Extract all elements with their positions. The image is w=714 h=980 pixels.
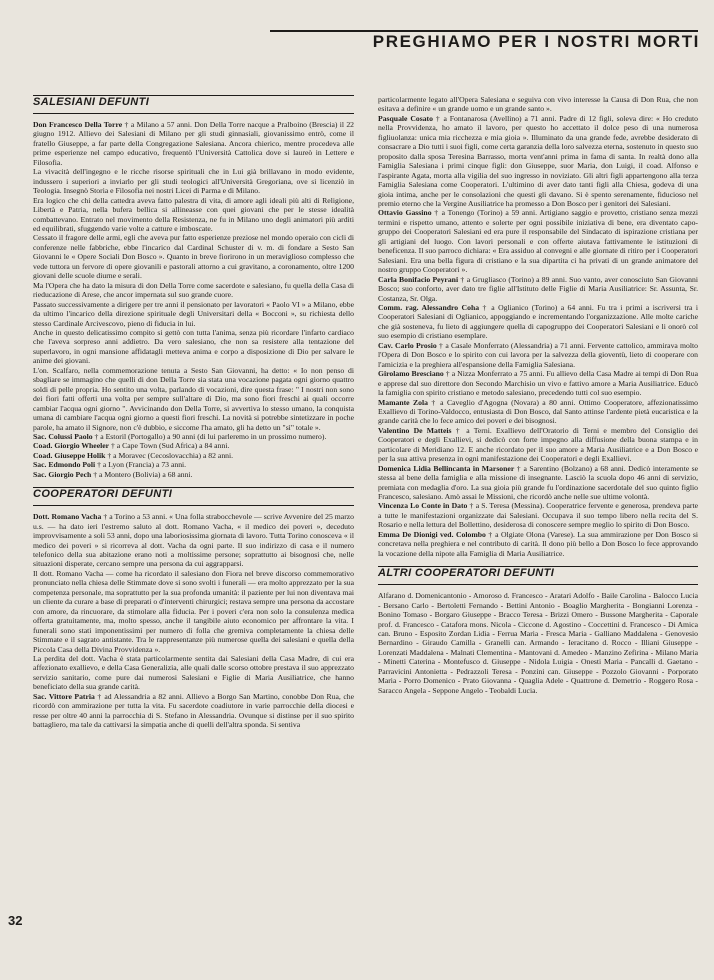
obituary-text: † a Moravec (Cecoslovacchia) a 82 anni. bbox=[107, 450, 234, 460]
right-column bbox=[378, 95, 698, 695]
obituary-name: Coad. Giorgio Wheeler bbox=[33, 441, 110, 451]
paragraph: La vivacità dell'ingegno e le ricche risorse spirituali che in Lui già brillavano in modo evidente, indussero i superiori a inviarlo per gli studi teologici all'Università Gregoriana, ove si licenziò in Teologia. Insegnò Storia e Filosofia nei nostri Licei di Parma e di Milano. bbox=[33, 167, 354, 196]
obituary-entry bbox=[378, 501, 698, 529]
obituary-entry bbox=[33, 460, 354, 469]
paragraph: L'on. Scalfaro, nella commemorazione tenuta a Sesto San Giovanni, ha detto: « Io non penso di sbagliare se immagino che quelli di don Della Torre sia stata una vocazione pagata ogni giorno quattro soldi di pelle propria. Ho sentito una volta, parlando di vocazioni, dire questa frase: " I nostri non sono dei fiori fatti offerti una volta per sempre sull'altare di Dio, ma sono fiori freschi ai quali occorre cambiar l'acqua ogni giorno ". Avvicinando don Della Torre, si avvertiva lo stesso umano, la conquista umana di cambiare l'acqua ogni giorno a questi fiori freschi. La novità si potrebbe sintetizzare in poche parole, ha amato il Signore, non c'è dubbio, e siccome l'ha amato, gli ha detto un "sì" totale ». bbox=[33, 365, 354, 432]
obituary-entry bbox=[33, 441, 354, 450]
obituary-name: Mamante Zola bbox=[378, 397, 428, 407]
obituary-name: Sac. Colussi Paolo bbox=[33, 431, 93, 441]
obituary-text: † a Fontanarosa (Avellino) a 71 anni. Padre di 12 figli, soleva dire: « Ho creduto nella Provvidenza, ho amato il lavoro, per questo ho accettato il dolce peso di una numerosa figliuolanza: unica mia ricchezza e mia gioia ». Illuminato da una grande fede, avrebbe desiderato di consacrare a Dio tutti i suoi figli, come certa garanzia della loro salvezza eterna, sostenuto in questo suo proposito dalla sposa Teresina Barrasso, morta vent'anni prima in fama di santa. In realtà dono alla Famiglia Salesiana i primi cinque figli: don Giuseppe, suor Maria, don Luigi, il coad. Alfonso e l'aspirante Agata, morta alla vigilia del suo ingresso in noviziato. Gli altri figli appartengono alla terza Famiglia Salesiana come Cooperatori. L'ultimino di aver dato tanti figli alla Chiesa, godeva di una gioia intima, anche per le consolazioni che questi gli davano. Si è spento serenamente, fiducioso nel premio eterno che la Vergine Ausiliatrice ha promesso a Don Bosco per i genitori dei Salesiani. bbox=[378, 113, 699, 208]
obituary-text: † a Olgiate Olona (Varese). La sua ammirazione per Don Bosco si concretava nella preghiera e nel contributo di carità. Il dono più bello a Don Bosco lo fece approvando la vocazione della nipote alla Famiglia di Maria Ausiliatrice. bbox=[378, 529, 699, 558]
obituary-text: † a Cape Town (Sud Africa) a 84 anni. bbox=[111, 441, 230, 451]
obituary-text: † a Torino a 53 anni. « Una folla strabocchevole — scrive Avvenire del 25 marzo u.s. — ha dato ieri l'estremo saluto al dott. Romano Vacha, « il medico dei poveri », deceduto improvvisamente a soli 53 anni, dopo una laboriosissima giornata di lavoro. Tutta Torino conosceva « il medico dei poveri » si ricorreva al dott. Vacha da ogni parte. Il suo indirizzo di casa e il numero telefonico della sua abitazione erano noti a moltissime persone; soprattutto ai bisognosi che, nelle situazioni disperate, cercano sempre una persona da cui aggrapparsi. bbox=[33, 512, 355, 569]
obituary-entry bbox=[378, 426, 698, 464]
obituary-text: † a Nizza Monferrato a 75 anni. Fu allievo della Casa Madre ai tempi di Don Rua e apprese dal suo direttore don Secondo Marchisio un vivo e fattivo amore a Maria Ausiliatrice. Educò la famiglia con spirito cristiano e metodo salesiano, precedendo tutti col suo esempio. bbox=[378, 369, 699, 398]
section-heading-altri bbox=[378, 566, 698, 585]
obituary-name: Ottavio Gassino bbox=[378, 208, 432, 218]
names-list: Alfarano d. Domenicantonio - Amoroso d. Francesco - Aratari Adolfo - Baile Carolina - Balocco Lucia - Bersano Carlo - Bertoletti Fernando - Bettini Antonio - Boaglio Margherita - Bongianni Lorenza - Bonino Tomaso - Borgaro Giuseppe - Bracco Teresa - Brizzi Omero - Bussone Margherita - Caporale prof. d. Francesco - Catafora mons. Nicola - Ciccone d. Agostino - Coccettini d. Francesco - Di Amica can. Bruno - Esposito Zordan Lidia - Ferrua Maria - Fresca Maria - Galliano Maddalena - Genovesio Bernardino - Giraudo Camilla - Granelli can. Armando - Ieracitano d. Rocco - Illiani Giuseppe - Lorenzati Maddalena - Malnati Clementina - Mantovani d. Amedeo - Manzino Zefirina - Milano Maria - Minetti Caterina - Montefusco d. Giuseppe - Nidola Luigia - Onesti Maria - Pancalli d. Gaetano - Parravicini Antonietta - Pedrazzoli Teresa - Ponzini can. Giuseppe - Pozzolo Giovanni - Porporato Maria - Porro Domenico - Prato Giovanna - Quaglia Adele - Quattrone d. Demetrio - Roggero Rosa - Saracco Angela - Seppone Angelo - Teobaldi Lucia. bbox=[378, 591, 698, 695]
obituary-name: Pasquale Cosato bbox=[378, 113, 433, 123]
obituary-text: † a Oglianico (Torino) a 64 anni. Fu tra i primi a iscriversi tra i Cooperatori Salesiani di Oglianico, appoggiando e incrementando l'organizzazione. Alle molte cariche che già sosteneva, fu lieto di aggiungere quella di capogruppo dei Cooperatori Salesiani e li onorò col suo esempio di cristiano esemplare. bbox=[378, 302, 698, 341]
obituary-entry bbox=[378, 208, 698, 274]
obituary-text: † a Grugliasco (Torino) a 89 anni. Suo vanto, aver conosciuto San Giovanni Bosco; suo conforto, aver dato tre figlie all'Istituto delle Figlie di Maria Ausiliatrice: Sr. Assunta, Sr. Costanza, Sr. Olga. bbox=[378, 274, 698, 303]
obituary-entry bbox=[33, 470, 354, 479]
obituary-entry bbox=[33, 451, 354, 460]
obituary-text: † a Caveglio d'Agogna (Novara) a 80 anni. Ottimo Cooperatore, affezionatissimo Exallievo di Torino-Valdocco, entusiasta di Don Bosco, dal Santo attinse l'ardente pietà eucaristica e la grande carità che lo fece amico dei poveri e dei bisognosi. bbox=[378, 397, 699, 426]
obituary-name: Dott. Romano Vacha bbox=[33, 512, 102, 522]
obituary-text: † a Terni. Exallievo dell'Oratorio di Terni e membro del Consiglio dei Cooperatori e degli Exallievi, si dedicò con forte impegno alla diffusione della buona stampa e in particolare di Meridiano 12. E anche ricordato per il suo amore a Maria Ausiliatrice e a Don Bosco e per la sua attiva presenza in ogni manifestazione dei Cooperatori e degli Exallievi. bbox=[378, 425, 699, 464]
section-heading-salesiani bbox=[33, 95, 354, 114]
obituary-text: † a Milano a 57 anni. Don Della Torre nacque a Pralboino (Brescia) il 22 giugno 1912. Allievo dei Salesiani di Milano per gli studi ginnasiali, giovanissimo entrò, come il fratello Giuseppe, a far parte della Congregazione Salesiana. Ancora chierico, mentre procedeva alle prime esperienze nel campo educativo, frequentò l'Università Cattolica dove si laureò in Lettere e Filosofia. bbox=[33, 120, 355, 167]
paragraph: particolarmente legato all'Opera Salesiana e seguiva con vivo interesse la Causa di Don Rua, che non esitava a definire « un grande uomo e un grande santo ». bbox=[378, 95, 698, 114]
obituary-name: Cav. Carlo Prosio bbox=[378, 340, 437, 350]
paragraph: Anche in questo delicatissimo compito si gettò con tutta l'anima, senza più ricordare l'infarto cardiaco che l'aveva sorpreso anni addietro. Da vero salesiano, che non sa resistere alla tentazione del superlavoro, in ogni mansione affidatagli metteva anima e corpo a disposizione di Dio per salvare le anime dei giovani. bbox=[33, 327, 354, 366]
obituary-name: Valentino De Matteis bbox=[378, 425, 452, 435]
section-heading-cooperatori-text: COOPERATORI DEFUNTI bbox=[33, 488, 173, 501]
obituary-text: † a Casale Monferrato (Alessandria) a 71 anni. Fervente cattolico, ammirava molto l'Opera di Don Bosco e lo spirito con cui lavora per la salvezza della gioventù, lieto di cooperare con l'amicizia e la preghiera all'espansione della Famiglia Salesiana. bbox=[378, 340, 699, 369]
obituary-text: † a Montero (Bolivia) a 68 anni. bbox=[93, 469, 193, 479]
section-heading-salesiani-text: SALESIANI DEFUNTI bbox=[33, 96, 150, 108]
obituary-entry bbox=[378, 275, 698, 303]
paragraph: Era logico che chi della cattedra aveva fatto palestra di vita, di amore agli ideali più alti di Religione, Libertà e Patria, nella bufera bellica si allineasse con quei giovani che per le stesse idealità combattevano. Entrato nel movimento della Resistenza, ne fu in Milano uno degli animatori più arditi ed equilibrati, sfuggendo varie volte a catture e imboscate. bbox=[33, 195, 354, 233]
paragraph: Cessato il fragore delle armi, egli che aveva pur fatto esperienze preziose nel mondo operaio con cicli di conferenze nelle fabbriche, ebbe l'incarico dal Cardinal Schuster di v. m. di fondare a Sesto San Giovanni le « Opere Sociali Don Bosco ». Quanto in breve fiorirono in un meraviglioso complesso che vede tuttora un fervore di opere giovanili e pastorali attorno a cui gravitano, a coronamento, oltre 1200 giovani delle scuole diurne e serali. bbox=[33, 233, 354, 281]
obituary-entry bbox=[378, 341, 698, 369]
obituary-della-torre bbox=[33, 120, 354, 167]
obituary-name: Sac. Edmondo Poli bbox=[33, 460, 96, 470]
obituary-name: Don Francesco Della Torre bbox=[33, 120, 123, 129]
obituary-entry bbox=[33, 512, 354, 569]
page-title: PREGHIAMO PER I NOSTRI MORTI bbox=[372, 32, 700, 51]
obituary-entry bbox=[378, 530, 698, 558]
obituary-text: † a Sarentino (Bolzano) a 68 anni. Dedicò interamente se stessa al bene della famiglia e alla missione di insegnante. Lasciò la scuola dopo 46 anni di servizio, premiata con medaglia d'oro. La sua gioia più grande fu l'ordinazione sacerdotale del suo quinto figlio Francesco, salesiano. Amò assai le Missioni, che ricordò anche nelle sue ultime volontà. bbox=[378, 463, 698, 502]
obituary-name: Comm. rag. Alessandro Coha bbox=[378, 302, 480, 312]
paragraph: La perdita del dott. Vacha è stata particolarmente sentita dai Salesiani della Casa Madre, di cui era affezionato exallievo, e della Casa Generalizia, alle quali dalle scorso ottobre prestava il suo apprezzato servizio sanitario, come pure dai numerosi Salesiani e Figlie di Maria Ausiliatrice, che hanno beneficiato della sua grande carità. bbox=[33, 654, 354, 692]
obituary-name: Emma De Dionigi ved. Colombo bbox=[378, 529, 486, 539]
obituary-name: Sac. Giorgio Pech bbox=[33, 469, 92, 479]
obituary-name: Girolamo Bresciano bbox=[378, 369, 444, 379]
paragraph: Ma l'Opera che ha dato la misura di don Della Torre come sacerdote e salesiano, fu quella della Casa di rieducazione di Arese, che ancor impernata sul suo grande cuore. bbox=[33, 280, 354, 300]
obituary-entry bbox=[378, 114, 698, 209]
section-heading-altri-text: ALTRI COOPERATORI DEFUNTI bbox=[378, 567, 555, 580]
obituary-text: † a Tonengo (Torino) a 59 anni. Artigiano saggio e provetto, cristiano senza mezzi termini e rispetto umano, attento e solerte per ogni possibile iniziativa di bene, era diventato capo-gruppo dei Cooperatori Salesiani ed era pure il responsabile del Sindacato di ispirazione cristiana per gli artigiani del luogo. Con lavori personali e con offerte aiutava fattivamente le istituzioni di beneficenza. Il suo parroco dichiara: « Era assiduo al convegni e alle giornate di ritiro per i Cooperatori Salesiani. Era una bella figura di cristiano e la sua dipartita ci ha privati di un grande animatore del nostro gruppo Cooperatori ». bbox=[378, 208, 698, 275]
paragraph: Il dott. Romano Vacha — come ha ricordato il salesiano don Fiora nel breve discorso commemorativo pronunciato nella chiesa delle Stimmate dove si sono svolti i funerali — era molto apprezzato per la sua competenza personale, ma soprattutto per la sua profonda umanità: il paziente per lui non diventava mai un cliente da curare a base di preparati o d'interventi chirurgici; restava sempre una persona da accostare con amore, da rincuorare, da stimolare alla fiducia. Per i poveri c'era non solo la consulenza medica offerta gratuitamente, ma, molto spesso, anche il tangibile aiuto economico per affrontare la vita. I funerali sono stati imponentissimi per numero di folla che gremiva completamente la chiesa delle Stimmate e il sagrato antistante. Tra le rappresentanze più numerose quella dei salesiani e quella della Piccola Casa della Divina Provvidenza ». bbox=[33, 568, 354, 654]
obituary-text: † ad Alessandria a 82 anni. Allievo a Borgo San Martino, conobbe Don Rua, che ricordò con ammirazione per tutta la vita. Fu sacerdote coadiutore in varie parrocchie della diocesi e resse per oltre 40 anni la parrocchia di S. Stefano in Alessandria. Ovunque si distinse per il suo spirito battagliero, ma tale da cattivarsi la simpatia anche di quelli dell'altra sponda. Si sentiva bbox=[33, 691, 355, 730]
obituary-entry bbox=[378, 398, 698, 426]
obituary-entry bbox=[378, 369, 698, 397]
obituary-entry bbox=[378, 464, 698, 502]
obituary-name: Coad. Giuseppe Holik bbox=[33, 450, 106, 460]
obituary-entry bbox=[33, 432, 354, 441]
section-heading-cooperatori bbox=[33, 487, 354, 506]
obituary-entry bbox=[33, 692, 354, 730]
obituary-text: † a Lyon (Francia) a 73 anni. bbox=[97, 460, 187, 470]
left-column bbox=[33, 95, 354, 730]
obituary-name: Domenica Lidia Bellincanta in Marsoner bbox=[378, 463, 515, 473]
obituary-name: Vincenza Lo Conte in Dato bbox=[378, 501, 468, 511]
obituary-name: Carla Bonifacio Peyrani bbox=[378, 274, 459, 284]
obituary-name: Sac. Vittore Patria bbox=[33, 691, 95, 701]
page-number: 32 bbox=[8, 913, 23, 928]
obituary-entry bbox=[378, 303, 698, 341]
obituary-text: † a S. Teresa (Messina). Cooperatrice fervente e generosa, prendeva parte a tutte le manifestazioni organizzate dai Salesiani. Occupava il suo tempo libero nella recita del S. Rosario e nella lettura del Bollettino, desiderosa di conoscere sempre meglio lo spirito di Don Bosco. bbox=[378, 501, 699, 530]
obituary-text: † a Estoril (Portogallo) a 90 anni (di lui parleremo in un prossimo numero). bbox=[94, 431, 327, 441]
paragraph: Passato successivamente a dirigere per tre anni il pensionato per lavoratori « Paolo VI » a Milano, ebbe da ultimo l'incarico della direzione spirituale degli Universitari della « Bocconi », su richiesta dello stesso Cardinale Arcivescovo, pieno di fiducia in lui. bbox=[33, 299, 354, 328]
